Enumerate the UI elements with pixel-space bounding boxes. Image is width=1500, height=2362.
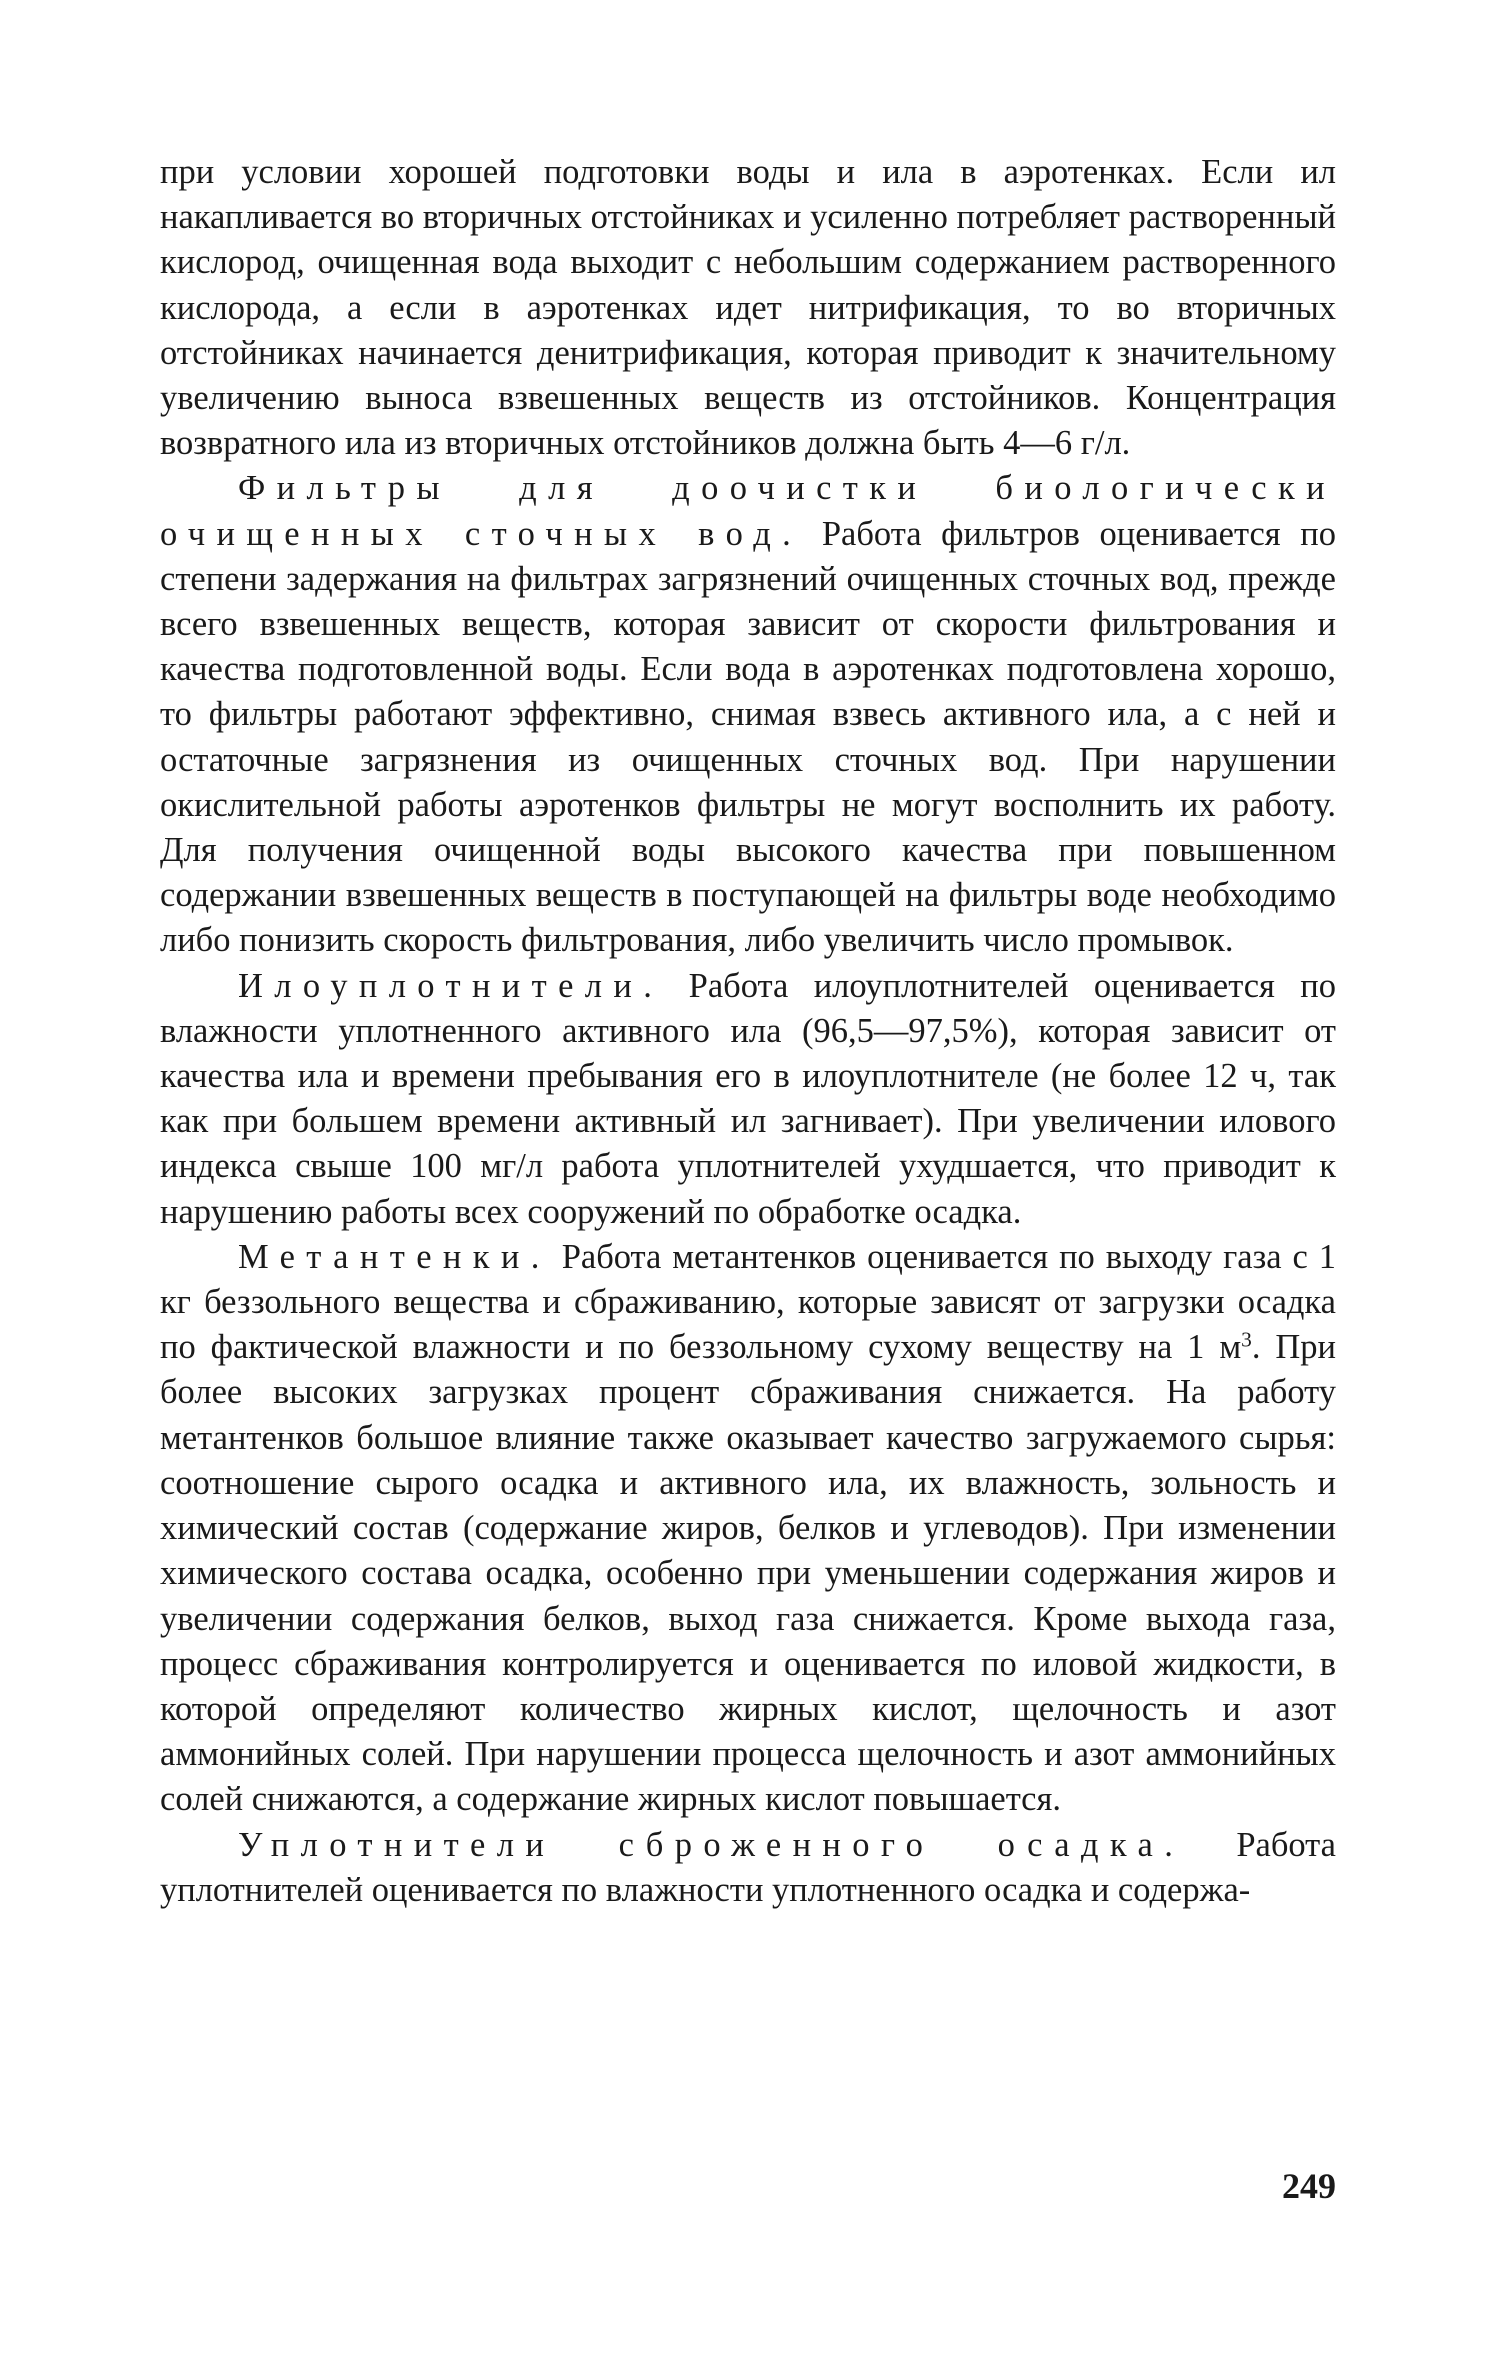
paragraph-text: Работа илоуплотнителей оценивается по влажности уплотненного активного ила (96,5—97,5%), которая зависит от качества ила и времени пребывания его в илоуплотнителе (не более 12 ч, так как при большем времени активный ил загнивает). При увеличении илового индекса свыше 100 мг/л работа уплотнителей ухудшается, что приводит к нарушению работы всех сооружений по обработке осадка.: [160, 966, 1337, 1231]
paragraph-methane-tanks: [160, 1235, 1336, 1823]
paragraph-text: Работа уплотнителей оценивается по влажности уплотненного осадка и содержа-: [160, 1825, 1336, 1909]
paragraph-filters: [160, 466, 1336, 963]
paragraph-text: Работа фильтров оценивается по степени задержания на фильтрах загрязнений очищенных сточных вод, прежде всего взвешенных веществ, которая зависит от скорости фильтрования и качества подготовленной воды. Если вода в аэротенках подготовлена хорошо, то фильтры работают эффективно, снимая взвесь активного ила, а с ней и остаточные загрязнения из очищенных сточных вод. При нарушении окислительной работы аэротенков фильтры не могут восполнить их работу. Для получения очищенной воды высокого качества при повышенном содержании взвешенных веществ в поступающей на фильтры воде необходимо либо понизить скорость фильтрования, либо увеличить число промывок.: [160, 514, 1337, 960]
page-text: [160, 150, 1336, 1913]
paragraph-text: Работа метантенков оценивается по выходу газа с 1 кг беззольного вещества и сбраживанию, которые зависят от загрузки осадка по фактической влажности и по беззольному сухому веществу на 1 м: [160, 1237, 1337, 1367]
section-heading-digested-sludge-thickeners: Уплотнители сброженного осадка.: [238, 1825, 1185, 1864]
paragraph-text: . При более высоких загрузках процент сбраживания снижается. На работу метантенков большое влияние также оказывает качество загружаемого сырья: соотношение сырого осадка и активного ила, их влажность, зольность и химический состав (содержание жиров, белков и углеводов). При изменении химического состава осадка, особенно при уменьшении содержания жиров и увеличении содержания белков, выход газа снижается. Кроме выхода газа, процесс сбраживания контролируется и оценивается по иловой жидкости, в которой определяют количество жирных кислот, щелочность и азот аммонийных солей. При нарушении процесса щелочность и азот аммонийных солей снижаются, а содержание жирных кислот повышается.: [160, 1328, 1336, 1819]
superscript: 3: [1241, 1327, 1252, 1352]
paragraph-sludge-thickeners: [160, 964, 1336, 1235]
section-heading-filters: Фильтры для доочистки биологически очищенных сточных вод.: [160, 469, 1336, 553]
section-heading-methane-tanks: Метантенки.: [238, 1237, 551, 1276]
paragraph-aerotanks-continued: [160, 150, 1336, 466]
paragraph-digested-sludge-thickeners: [160, 1823, 1336, 1913]
paragraph-text: при условии хорошей подготовки воды и ила в аэротенках. Если ил накапливается во вторичных отстойниках и усиленно потребляет растворенный кислород, очищенная вода выходит с небольшим содержанием растворенного кислорода, а если в аэротенках идет нитрификация, то во вторичных отстойниках начинается денитрификация, которая приводит к значительному увеличению выноса взвешенных веществ из отстойников. Концентрация возвратного ила из вторичных отстойников должна быть 4—6 г/л.: [160, 153, 1336, 463]
page-number: 249: [1282, 2166, 1336, 2206]
section-heading-sludge-thickeners: Илоуплотнители.: [238, 966, 664, 1005]
